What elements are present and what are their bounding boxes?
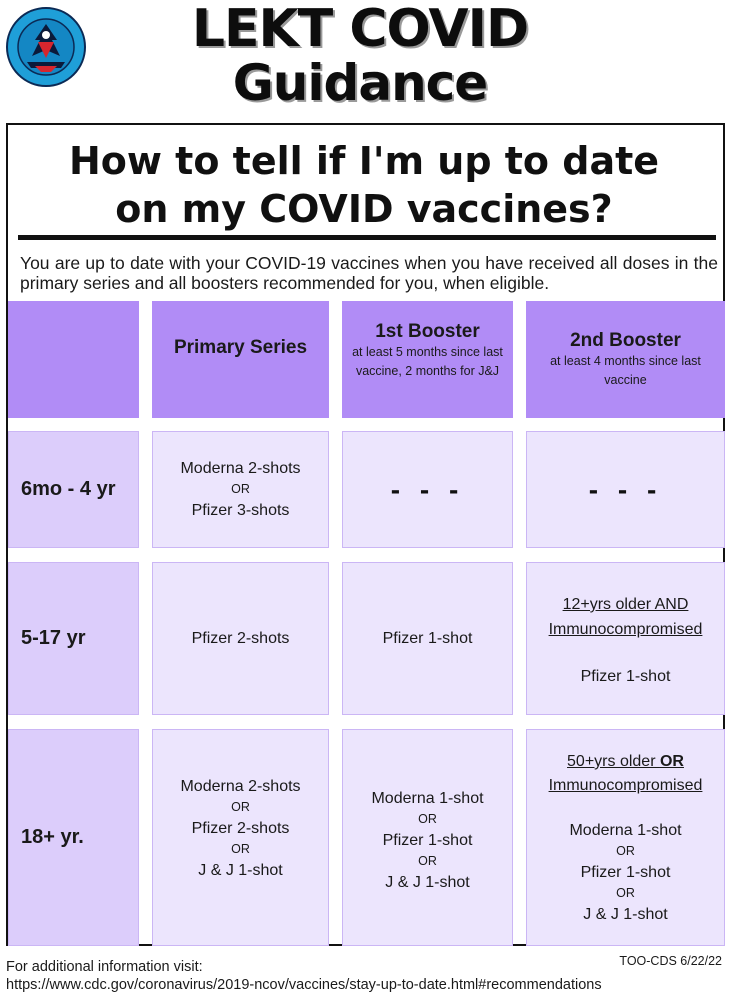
- row-age-cell: [8, 729, 139, 946]
- or-label: OR: [231, 482, 250, 496]
- brand-title: [150, 2, 570, 110]
- eligibility-condition: 12+yrs older AND: [562, 596, 689, 613]
- vaccine-text: Moderna 2-shots: [180, 460, 301, 477]
- header-first-booster: [342, 301, 513, 418]
- header-empty-cell: [8, 301, 139, 418]
- vaccine-text: Pfizer 1-shot: [580, 864, 671, 881]
- vaccine-text: Moderna 1-shot: [569, 822, 682, 839]
- heading-divider: [18, 235, 716, 240]
- eligibility-condition: Immunocompromised: [548, 777, 703, 794]
- primary-series-cell: [152, 729, 329, 946]
- row-age-cell: [8, 562, 139, 715]
- eligibility-condition: [527, 750, 724, 774]
- not-applicable-dash: - - -: [390, 473, 465, 505]
- question-line1: How to tell if I'm up to date: [68, 139, 660, 183]
- vaccine-text: Pfizer 3-shots: [191, 502, 290, 519]
- footer-cdc-link[interactable]: https://www.cdc.gov/coronavirus/2019-ncov/vaccines/stay-up-to-date.html#recommendations: [6, 977, 602, 993]
- second-booster-cell: [526, 431, 725, 548]
- header-booster2-label: 2nd Booster: [570, 330, 681, 351]
- footer-info-label: For additional information visit:: [6, 959, 203, 975]
- intro-paragraph: You are up to date with your COVID-19 vaccines when you have received all doses in the primary series and all boosters recommended for you, when eligible.: [20, 253, 718, 293]
- age-label: 6mo - 4 yr: [21, 478, 116, 500]
- brand-title-line2: Guidance: [232, 54, 488, 112]
- document-code: TOO-CDS 6/22/22: [619, 954, 722, 968]
- tribal-seal-icon: [5, 6, 87, 88]
- row-age-cell: [8, 431, 139, 548]
- or-label: OR: [616, 844, 635, 858]
- header-primary-label: Primary Series: [173, 336, 308, 358]
- vaccine-text: J & J 1-shot: [198, 862, 283, 879]
- first-booster-cell: [342, 431, 513, 548]
- page-question-heading: [14, 137, 714, 233]
- vaccine-text: Moderna 1-shot: [371, 790, 484, 807]
- header-second-booster: [526, 301, 725, 418]
- header-primary-series: [152, 301, 329, 418]
- eligibility-or: OR: [659, 753, 684, 770]
- or-label: OR: [231, 842, 250, 856]
- second-booster-cell: [526, 562, 725, 715]
- brand-title-line1: LEKT COVID: [191, 0, 529, 59]
- vaccine-text: Moderna 2-shots: [180, 778, 301, 795]
- first-booster-cell: [342, 562, 513, 715]
- header-booster1-sub: at least 5 months since last vaccine, 2 months for J&J: [352, 345, 503, 378]
- age-label: 18+ yr.: [21, 826, 84, 848]
- or-label: OR: [616, 886, 635, 900]
- vaccine-text: Pfizer 1-shot: [382, 630, 473, 647]
- or-label: OR: [418, 854, 437, 868]
- vaccine-text: Pfizer 2-shots: [191, 630, 290, 647]
- second-booster-cell: [526, 729, 725, 946]
- vaccine-text: Pfizer 1-shot: [580, 668, 671, 685]
- eligibility-condition: Immunocompromised: [548, 621, 703, 638]
- primary-series-cell: [152, 431, 329, 548]
- eligibility-age: 50+yrs older: [567, 753, 660, 770]
- age-label: 5-17 yr: [21, 627, 86, 649]
- vaccine-text: Pfizer 2-shots: [191, 820, 290, 837]
- vaccine-text: Pfizer 1-shot: [382, 832, 473, 849]
- tribal-seal-logo: [5, 6, 87, 88]
- or-label: OR: [418, 812, 437, 826]
- header-booster1-label: 1st Booster: [375, 321, 480, 342]
- header-booster2-sub: at least 4 months since last vaccine: [550, 354, 701, 387]
- or-label: OR: [231, 800, 250, 814]
- vaccine-text: J & J 1-shot: [583, 906, 668, 923]
- first-booster-cell: [342, 729, 513, 946]
- not-applicable-dash: - - -: [588, 473, 663, 505]
- primary-series-cell: [152, 562, 329, 715]
- footer-info: [6, 958, 602, 994]
- vaccine-text: J & J 1-shot: [385, 874, 470, 891]
- question-line2: on my COVID vaccines?: [115, 187, 613, 231]
